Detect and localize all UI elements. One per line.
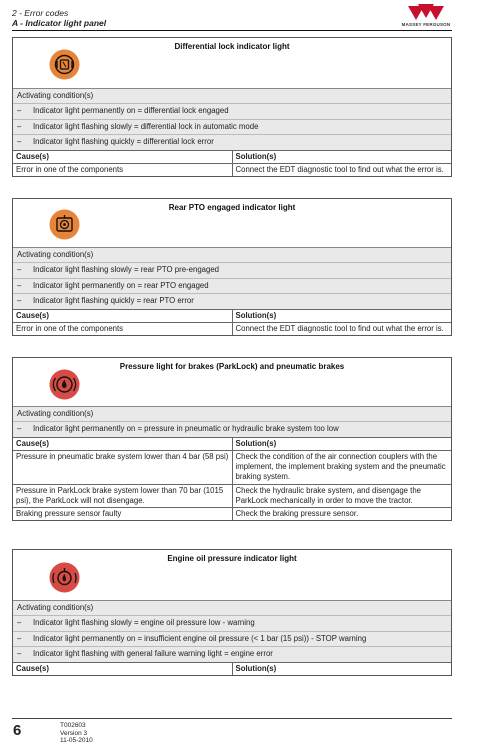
table-row bbox=[13, 322, 451, 335]
footer-divider bbox=[12, 718, 452, 719]
cause-solution-table bbox=[13, 437, 451, 520]
activating-conditions bbox=[13, 406, 451, 437]
cause-cell: Pressure in pneumatic brake system lower than 4 bar (58 psi) bbox=[13, 451, 232, 485]
oil-pressure-icon bbox=[49, 562, 80, 593]
solution-cell: Check the hydraulic brake system, and disengage the ParkLock mechanically in order to move the tractor. bbox=[232, 484, 451, 507]
header-divider bbox=[12, 30, 452, 31]
table-row bbox=[13, 484, 451, 507]
cause-cell: Error in one of the components bbox=[13, 163, 232, 176]
cause-solution-table bbox=[13, 309, 451, 335]
condition-item: – Indicator light permanently on = rear PTO engaged bbox=[13, 279, 451, 294]
document-meta bbox=[60, 722, 93, 745]
rear-pto-icon bbox=[49, 209, 80, 240]
solution-cell: Check the condition of the air connection couplers with the implement, the implement braking system and the pneumatic braking system. bbox=[232, 451, 451, 485]
solution-header: Solution(s) bbox=[232, 309, 451, 322]
activating-label: Activating condition(s) bbox=[13, 248, 451, 263]
cause-cell: Error in one of the components bbox=[13, 322, 232, 335]
panel-title: Pressure light for brakes (ParkLock) and pneumatic brakes bbox=[119, 362, 345, 371]
panel-title: Engine oil pressure indicator light bbox=[167, 554, 297, 563]
triple-triangle-logo-icon bbox=[398, 4, 454, 22]
condition-item: – Indicator light permanently on = differential lock engaged bbox=[13, 104, 451, 119]
solution-cell: Connect the EDT diagnostic tool to find out what the error is. bbox=[232, 322, 451, 335]
differential-lock-icon bbox=[49, 49, 80, 80]
activating-conditions bbox=[13, 247, 451, 309]
condition-item: – Indicator light permanently on = insufficient engine oil pressure (< 1 bar (15 psi)) - STOP warning bbox=[13, 632, 451, 647]
activating-conditions bbox=[13, 88, 451, 150]
cause-header: Cause(s) bbox=[13, 437, 232, 450]
solution-header: Solution(s) bbox=[232, 437, 451, 450]
panel-brake-pressure bbox=[12, 357, 452, 521]
panel-engine-oil-pressure bbox=[12, 549, 452, 676]
doc-version: Version 3 bbox=[60, 729, 88, 737]
panel-title: Differential lock indicator light bbox=[174, 42, 290, 51]
cause-cell: Pressure in ParkLock brake system lower than 70 bar (1015 psi), the ParkLock will not disengage. bbox=[13, 484, 232, 507]
section-title: 2 - Error codes bbox=[12, 8, 69, 18]
table-row bbox=[13, 163, 451, 176]
solution-header: Solution(s) bbox=[232, 150, 451, 163]
activating-label: Activating condition(s) bbox=[13, 89, 451, 104]
cause-solution-table bbox=[13, 150, 451, 176]
condition-item: – Indicator light flashing quickly = differential lock error bbox=[17, 137, 214, 147]
page-number: 6 bbox=[13, 722, 22, 739]
condition-item: – Indicator light flashing with general failure warning light = engine error bbox=[17, 649, 273, 659]
condition-item: – Indicator light flashing slowly = engine oil pressure low - warning bbox=[13, 616, 451, 631]
solution-header: Solution(s) bbox=[232, 662, 451, 675]
brand-name: MASSEY FERGUSON bbox=[401, 22, 451, 27]
brake-pressure-icon bbox=[49, 369, 80, 400]
condition-item: – Indicator light flashing slowly = differential lock in automatic mode bbox=[13, 120, 451, 135]
condition-item: – Indicator light flashing slowly = rear PTO pre-engaged bbox=[13, 263, 451, 278]
solution-cell: Connect the EDT diagnostic tool to find out what the error is. bbox=[232, 163, 451, 176]
cause-header: Cause(s) bbox=[13, 150, 232, 163]
table-row bbox=[13, 451, 451, 485]
activating-label: Activating condition(s) bbox=[13, 601, 451, 616]
solution-cell: Check the braking pressure sensor. bbox=[232, 508, 451, 521]
activating-label: Activating condition(s) bbox=[13, 407, 451, 422]
subsection-title: A - Indicator light panel bbox=[12, 18, 107, 28]
cause-solution-table bbox=[13, 662, 451, 675]
table-row bbox=[13, 508, 451, 521]
condition-item: – Indicator light permanently on = pressure in pneumatic or hydraulic brake system too low bbox=[17, 424, 339, 434]
doc-date: 11-05-2010 bbox=[60, 737, 93, 745]
condition-item: – Indicator light flashing quickly = rear PTO error bbox=[17, 296, 194, 306]
activating-conditions bbox=[13, 600, 451, 662]
cause-header: Cause(s) bbox=[13, 662, 232, 675]
doc-code: T002603 bbox=[60, 722, 86, 729]
panel-title: Rear PTO engaged indicator light bbox=[168, 203, 296, 212]
page-header bbox=[12, 8, 106, 28]
cause-header: Cause(s) bbox=[13, 309, 232, 322]
panel-differential-lock bbox=[12, 37, 452, 177]
massey-ferguson-logo bbox=[398, 4, 454, 30]
cause-cell: Braking pressure sensor faulty bbox=[13, 508, 232, 521]
panel-rear-pto bbox=[12, 198, 452, 336]
